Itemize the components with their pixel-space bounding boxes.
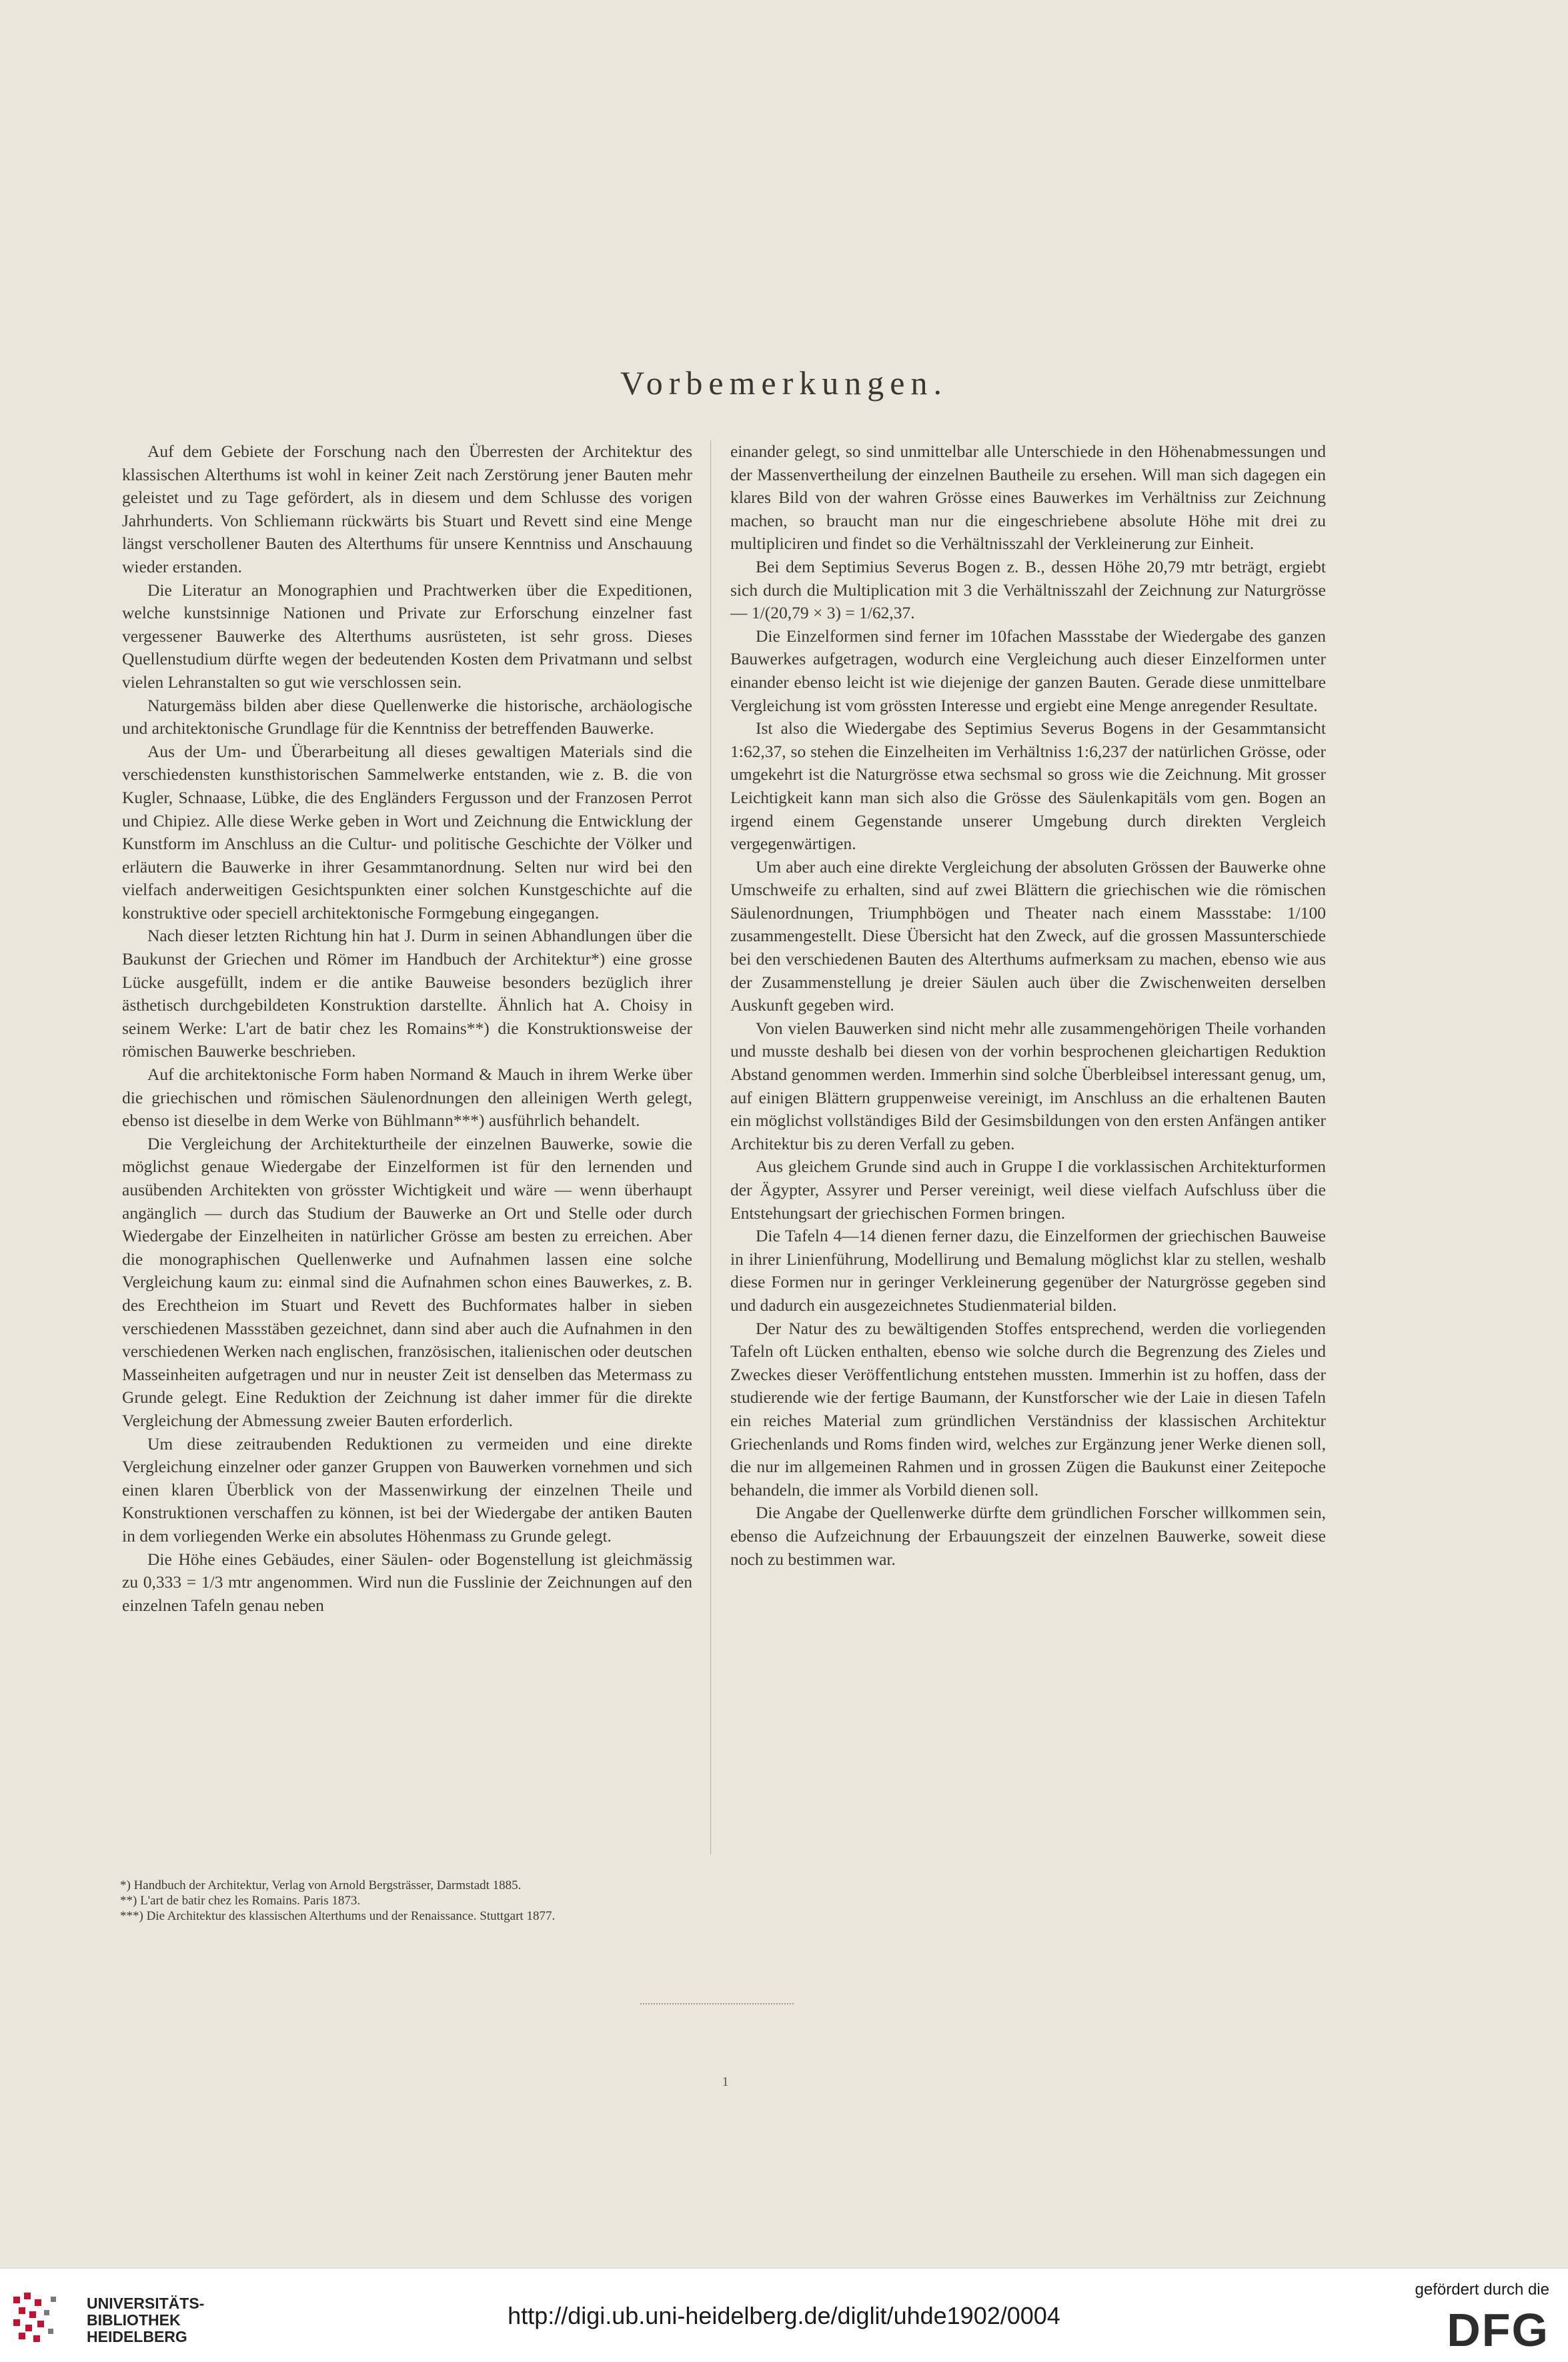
ornamental-rule <box>640 2003 794 2004</box>
document-url[interactable]: http://digi.ub.uni-heidelberg.de/diglit/uhde1902/0004 <box>508 2302 1060 2329</box>
library-name-line: BIBLIOTHEK <box>87 2311 181 2329</box>
left-column <box>122 440 692 1617</box>
library-name-line: HEIDELBERG <box>87 2328 187 2345</box>
footnote: *) Handbuch der Architektur, Verlag von Arnold Bergsträsser, Darmstadt 1885. <box>120 1878 522 1892</box>
paragraph: Die Höhe eines Gebäudes, einer Säulen- oder Bogenstellung ist gleichmässig zu 0,333 = 1/3 mtr angenommen. Wird nun die Fusslinie der Zeichnungen auf den einzelnen Tafeln genau neben <box>122 1549 692 1615</box>
paragraph: Bei dem Septimius Severus Bogen z. B., dessen Höhe 20,79 mtr beträgt, ergiebt sich durch die Multiplication mit 3 die Verhältnisszahl der Zeichnung zur Naturgrösse — 1/(20,79 × 3) = 1/62,37. <box>730 556 1326 623</box>
paragraph: Die Angabe der Quellenwerke dürfte dem gründlichen Forscher willkommen sein, ebenso die Aufzeichnung der Erbauungszeit der einzelnen Bauwerke, soweit diese noch zu bestimmen war. <box>730 1503 1326 1569</box>
paragraph: Die Tafeln 4—14 dienen ferner dazu, die Einzelformen der griechischen Bauweise in ihrer Linienführung, Modellirung und Bemalung möglichst klar zu stellen, weshalb diese Formen nur in geringer Verkleinerung gegenüber der Naturgrösse gegeben sind und dadurch ein ausgezeichnetes Studienmaterial bilden. <box>730 1226 1326 1315</box>
paragraph: Der Natur des zu bewältigenden Stoffes entsprechend, werden die vorliegenden Tafeln oft Lücken enthalten, ebenso wie solche durch die Begrenzung des Zieles und Zweckes dieser Veröffentlichung entstehen mussten. Immerhin ist zu hoffen, dass der studierende wie der fertige Baumann, der Kunstforscher wie der Laie in diesen Tafeln ein reiches Material zum gründlichen Verständniss der klassischen Architektur Griechenlands und Roms finden wird, welches zur Ergänzung jener Werke dienen soll, die nur im allgemeinen Rahmen und in grossen Zügen die Baukunst einer Zeitepoche behandeln, die immer als Vorbild dienen soll. <box>730 1318 1326 1500</box>
paragraph: Um aber auch eine direkte Vergleichung der absoluten Grössen der Bauwerke ohne Umschweife zu erhalten, sind auf zwei Blättern die griechischen wie die römischen Säulenordnungen, Triumphbögen und Theater nach einem Massstabe: 1/100 zusammengestellt. Diese Übersicht hat den Zweck, auf die grossen Massunterschiede bei den verschiedenen Bauten des Alterthums aufmerksam zu machen, ebenso wie aus der Zusammenstellung je dreier Säulen auch über die Zwischenweiten derselben Auskunft gegeben wird. <box>730 856 1326 1015</box>
library-name-line: UNIVERSITÄTS- <box>87 2295 205 2312</box>
column-divider <box>710 440 711 1854</box>
footnote: **) L'art de batir chez les Romains. Paris 1873. <box>120 1894 361 1908</box>
paragraph: Die Vergleichung der Architekturtheile der einzelnen Bauwerke, sowie die möglichst genaue Wiedergabe der Einzelformen ist für den lernenden und ausübenden Architekten von grösster Wichtigkeit und wäre — wenn überhaupt angänglich — durch das Studium der Bauwerke an Ort und Stelle oder durch Wiedergabe der Einzelheiten in natürlicher Grösse am besten zu erreichen. Aber die monographischen Quellenwerke und Aufnahmen lassen eine solche Vergleichung kaum zu: einmal sind die Aufnahmen schon eines Bauwerkes, z. B. des Erechtheion im Stuart und Revett des Buchformates halber in sieben verschiedenen Massstäben gezeichnet, dann sind aber auch die Aufnahmen in den verschiedenen Werken nach englischen, französischen, italienischen oder deutschen Masseinheiten aufgetragen und nur in neuster Zeit ist denselben das Metermass zu Grunde gelegt. Eine Reduktion der Zeichnung ist daher immer für die direkte Vergleichung der Abmessung zweier Bauten erforderlich. <box>122 1133 692 1430</box>
right-column <box>730 440 1326 1571</box>
viewer-footer <box>0 2268 1568 2362</box>
paragraph: Aus gleichem Grunde sind auch in Gruppe I die vorklassischen Architekturformen der Ägypter, Assyrer und Perser vereinigt, weil diese vielfach Aufschluss über die Entstehungsart der griechischen Formen bringen. <box>730 1157 1326 1223</box>
paragraph: Auf die architektonische Form haben Normand & Mauch in ihrem Werke über die griechischen und römischen Säulenordnungen den alleinigen Werth gelegt, ebenso ist dieselbe in dem Werke von Bühlmann***) ausführlich behandelt. <box>122 1065 692 1131</box>
dfg-logo: DFG <box>1447 2304 1549 2356</box>
paragraph: Auf dem Gebiete der Forschung nach den Überresten der Architektur des klassischen Alterthums ist wohl in keiner Zeit nach Zerstörung jener Bauten mehr geleistet und zu Tage gefördert, als in diesem und dem Schlusse des vorigen Jahrhunderts. Von Schliemann rückwärts bis Stuart und Revett sind eine Menge längst verschollener Bauten des Alterthums für unsere Kenntniss und Anschauung wieder erstanden. <box>122 442 692 576</box>
paragraph: Von vielen Bauwerken sind nicht mehr alle zusammengehörigen Theile vorhanden und musste deshalb bei diesen von der vorhin besprochenen gleichartigen Reduktion Abstand genommen werden. Immerhin sind solche Überbleibsel interessant genug, um, auf einigen Blättern gruppenweise vereinigt, im Anschluss an die erhaltenen Bauten ein möglichst vollständiges Bild der Gesimsbildungen von den ersten Anfängen antiker Architektur bis zu deren Verfall zu geben. <box>730 1018 1326 1153</box>
page-number: 1 <box>722 2075 729 2089</box>
paragraph: Die Literatur an Monographien und Prachtwerken über die Expeditionen, welche kunstsinnige Nationen und Private zur Erforschung einzelner fast vergessener Bauwerke des Alterthums ausrüsteten, ist sehr gross. Dieses Quellenstudium dürfte wegen der bedeutenden Kosten dem Privatmann und selbst vielen Lehranstalten so gut wie verschlossen sein. <box>122 580 692 692</box>
footnote: ***) Die Architektur des klassischen Alterthums und der Renaissance. Stuttgart 1877. <box>120 1909 556 1923</box>
paragraph: Naturgemäss bilden aber diese Quellenwerke die historische, archäologische und architektonische Grundlage für die Kenntniss der betreffenden Bauwerke. <box>122 695 692 738</box>
paragraph: einander gelegt, so sind unmittelbar alle Unterschiede in den Höhenabmessungen und der Massenvertheilung der einzelnen Bautheile zu ersehen. Will man sich dagegen ein klares Bild von der wahren Grösse eines Bauwerkes im Verhältniss zur Zeichnung machen, so braucht man nur die eingeschriebene absolute Höhe mit drei zu multipliciren und findet so die Verhältnisszahl der Verkleinerung zur Einheit. <box>730 442 1326 554</box>
paragraph: Aus der Um- und Überarbeitung all dieses gewaltigen Materials sind die verschiedensten kunsthistorischen Sammelwerke entstanden, wie z. B. die von Kugler, Schnaase, Lübke, die des Engländers Fergusson und der Franzosen Perrot und Chipiez. Alle diese Werke geben in Wort und Zeichnung die Entwicklung der Kunstform im Anschluss an die Cultur- und politische Geschichte der Völker und erläutern die Bauwerke in ihrer Gesammtanordnung. Selten nur wird bei den vielfach anderweitigen Gesichtspunkten einer solchen Kunstgeschichte auf die konstruktive oder speciell architektonische Formgebung eingegangen. <box>122 741 692 923</box>
sponsor-caption: gefördert durch die <box>1415 2281 1549 2299</box>
footnotes <box>120 1878 987 1924</box>
paragraph: Die Einzelformen sind ferner im 10fachen Massstabe der Wiedergabe des ganzen Bauwerkes aufgetragen, wodurch eine Vergleichung auch dieser Einzelformen unter einander ebenso leicht ist wie diejenige der ganzen Bauten. Gerade diese unmittelbare Vergleichung ist vom grössten Interesse und ergiebt eine Menge anregender Resultate. <box>730 626 1326 715</box>
paragraph: Um diese zeitraubenden Reduktionen zu vermeiden und eine direkte Vergleichung einzelner oder ganzer Gruppen von Bauwerken vornehmen und sich einen klaren Überblick von der Massenwirkung der einzelnen Theile und Konstruktionen verschaffen zu können, ist bei der Wiedergabe der antiken Bauten in dem vorliegenden Werke ein absolutes Höhenmass zu Grunde gelegt. <box>122 1433 692 1546</box>
paragraph: Ist also die Wiedergabe des Septimius Severus Bogens in der Gesammtansicht 1:62,37, so stehen die Einzelheiten im Verhältniss 1:6,237 der natürlichen Grösse, oder umgekehrt ist die Naturgrösse etwa sechsmal so gross wie die Zeichnung. Mit grosser Leichtigkeit kann man sich also die Grösse des Säulenkapitäls vom gen. Bogen an irgend einem Gegenstande unserer Umgebung durch direkten Vergleich vergegenwärtigen. <box>730 718 1326 854</box>
page-title: Vorbemerkungen. <box>620 364 948 402</box>
paragraph: Nach dieser letzten Richtung hin hat J. Durm in seinen Abhandlungen über die Baukunst der Griechen und Römer im Handbuch der Architektur*) eine grosse Lücke ausgefüllt, indem er die antike Bauweise besonders bezüglich ihrer ästhetisch durchgebildeten Konstruktion darstellte. Ähnlich hat A. Choisy in seinem Werke: L'art de batir chez les Romains**) die Konstruktionsweise der römischen Bauwerke beschrieben. <box>122 926 692 1061</box>
